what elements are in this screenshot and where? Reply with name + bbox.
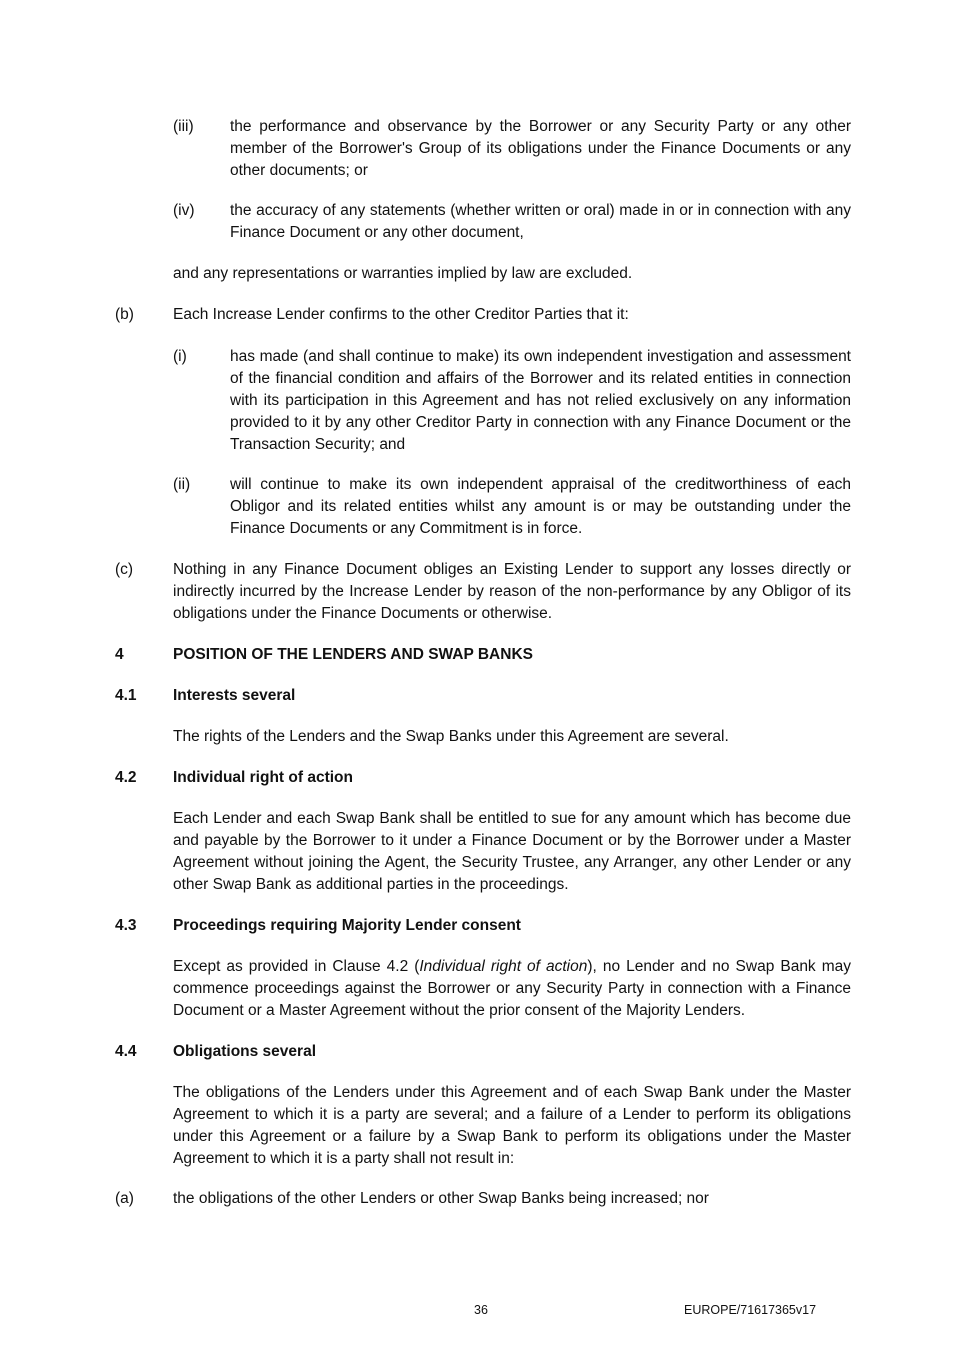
clause-number-4-4: 4.4 — [115, 1043, 137, 1060]
item-label-ii: (ii) — [173, 476, 191, 493]
section-number-4: 4 — [115, 646, 124, 663]
continuation-paragraph: and any representations or warranties implied by law are excluded. — [173, 265, 633, 282]
clause-number-4-3: 4.3 — [115, 917, 137, 934]
clause-heading-4-1: Interests several — [173, 687, 296, 704]
clause-body-4-3 — [173, 956, 851, 1022]
clause-body-4-1: The rights of the Lenders and the Swap Banks under this Agreement are several. — [173, 728, 729, 745]
clause-heading-4-2: Individual right of action — [173, 769, 353, 786]
clause-body-4-3-part-1: Except as provided in Clause 4.2 ( — [173, 958, 420, 975]
item-label-a: (a) — [115, 1190, 134, 1207]
item-label-iii: (iii) — [173, 118, 194, 135]
cross-reference-italic: Individual right of action — [419, 958, 588, 975]
item-text-c: Nothing in any Finance Document obliges an Existing Lender to support any losses directly or indirectly incurred by the Increase Lender by reason of the non-performance by any Obligor of its obligations under the Finance Documents or otherwise. — [173, 561, 851, 622]
clause-body-4-2: Each Lender and each Swap Bank shall be entitled to sue for any amount which has become due and payable by the Borrower to it under a Finance Document or by the Borrower under a Master Agreement without joining the Agent, the Security Trustee, any Arranger, any other Lender or any other Swap Bank as additional parties in the proceedings. — [173, 810, 851, 893]
clause-body-4-4: The obligations of the Lenders under this Agreement and of each Swap Bank under the Master Agreement to which it is a party are several; and a failure of a Lender to perform its obligations under this Agreement or a failure by a Swap Bank to perform its obligations under the Master Agreement to which it is a party shall not result in: — [173, 1084, 851, 1167]
clause-number-4-2: 4.2 — [115, 769, 137, 786]
item-label-iv: (iv) — [173, 202, 195, 219]
item-label-c: (c) — [115, 561, 134, 578]
item-text-a: the obligations of the other Lenders or other Swap Banks being increased; nor — [173, 1190, 709, 1207]
clause-body-4-3-part-2: ), no Lender and no Swap Bank may commence proceedings against the Borrower or any Security Party in connection with a Finance Document or a Master Agreement without the prior consent of the Majority Lenders. — [173, 958, 851, 1019]
section-heading-4: POSITION OF THE LENDERS AND SWAP BANKS — [173, 646, 533, 663]
item-label-b: (b) — [115, 306, 134, 323]
item-text-ii: will continue to make its own independent appraisal of the creditworthiness of each Obligor and its related entities whilst any amount is or may be outstanding under the Finance Documents or any Commitment is in force. — [230, 476, 851, 537]
item-text-i: has made (and shall continue to make) its own independent investigation and assessment of the financial condition and affairs of the Borrower and its related entities in connection with its participation in this Agreement and has not relied exclusively on any information provided to it by any other Creditor Party in connection with any Finance Document or the Transaction Security; and — [230, 348, 851, 453]
item-text-iii: the performance and observance by the Borrower or any Security Party or any other member of the Borrower's Group of its obligations under the Finance Documents or any other documents; or — [230, 118, 851, 179]
clause-heading-4-3: Proceedings requiring Majority Lender consent — [173, 917, 521, 934]
clause-number-4-1: 4.1 — [115, 687, 137, 704]
item-label-i: (i) — [173, 348, 187, 365]
clause-heading-4-4: Obligations several — [173, 1043, 316, 1060]
item-text-iv: the accuracy of any statements (whether written or oral) made in or in connection with any Finance Document or any other document, — [230, 202, 851, 241]
item-text-b: Each Increase Lender confirms to the other Creditor Parties that it: — [173, 306, 629, 323]
document-reference: EUROPE/71617365v17 — [684, 1303, 817, 1317]
page-number: 36 — [474, 1303, 488, 1317]
